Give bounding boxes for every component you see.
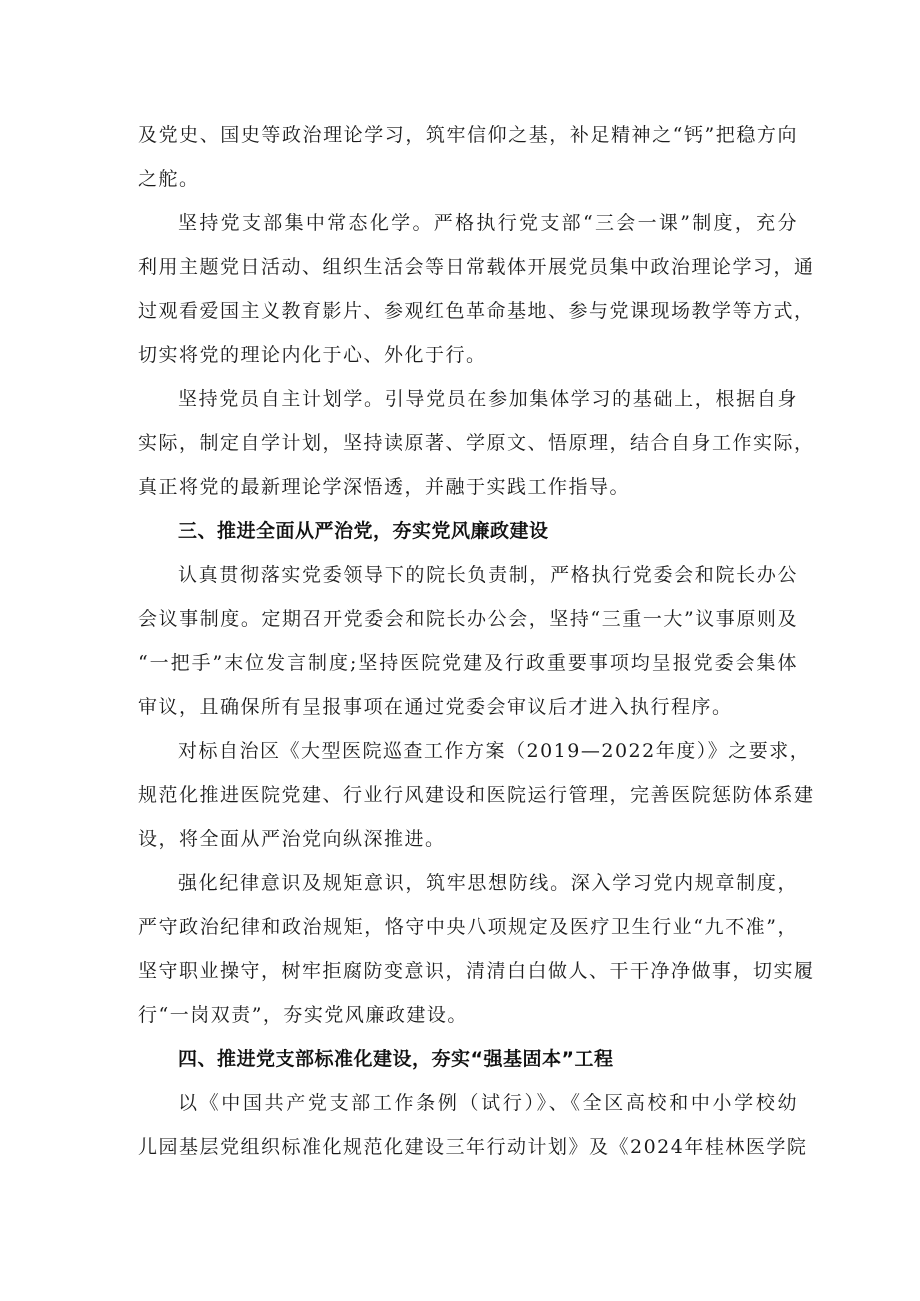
paragraph-4-line-4: 审议，且确保所有呈报事项在通过党委会审议后才进入执行程序。: [138, 696, 733, 718]
paragraph-4-line-3: “一把手”末位发言制度;坚持医院党建及行政重要事项均呈报党委会集体: [138, 652, 798, 674]
paragraph-4-line-1: 认真贯彻落实党委领导下的院长负责制，严格执行党委会和院长办公: [178, 564, 798, 586]
paragraph-2-line-3: 过观看爱国主义教育影片、参观红色革命基地、参与党课现场教学等方式，: [138, 300, 815, 322]
paragraph-2-line-4: 切实将党的理论内化于心、外化于行。: [138, 344, 487, 366]
paragraph-6-line-2: 严守政治纪律和政治规矩，恪守中央八项规定及医疗卫生行业“九不准”，: [138, 916, 798, 938]
paragraph-5-line-2: 规范化推进医院党建、行业行风建设和医院运行管理，完善医院惩防体系建: [138, 784, 815, 806]
paragraph-7-line-1: 以《中国共产党支部工作条例（试行）》、《全区高校和中小学校幼: [178, 1092, 798, 1114]
section-heading-3: 三、推进全面从严治党，夯实党风廉政建设: [178, 520, 549, 542]
section-heading-4: 四、推进党支部标准化建设，夯实“强基固本”工程: [178, 1048, 614, 1070]
paragraph-7-line-2: 儿园基层党组织标准化规范化建设三年行动计划》及《2024年桂林医学院: [138, 1136, 808, 1158]
paragraph-5-line-1: 对标自治区《大型医院巡查工作方案（2019—2022年度）》之要求，: [178, 740, 811, 762]
paragraph-6-line-3: 坚守职业操守，树牢拒腐防变意识，清清白白做人、干干净净做事，切实履: [138, 960, 815, 982]
paragraph-6-line-1: 强化纪律意识及规矩意识，筑牢思想防线。深入学习党内规章制度，: [178, 872, 798, 894]
paragraph-3-line-3: 真正将党的最新理论学深悟透，并融于实践工作指导。: [138, 476, 631, 498]
paragraph-4-line-2: 会议事制度。定期召开党委会和院长办公会，坚持“三重一大”议事原则及: [138, 608, 798, 630]
paragraph-1-line-1: 及党史、国史等政治理论学习，筑牢信仰之基，补足精神之“钙”把稳方向: [138, 124, 798, 146]
paragraph-2-line-2: 利用主题党日活动、组织生活会等日常载体开展党员集中政治理论学习，通: [138, 256, 815, 278]
paragraph-3-line-2: 实际，制定自学计划，坚持读原著、学原文、悟原理，结合自身工作实际，: [138, 432, 815, 454]
paragraph-3-line-1: 坚持党员自主计划学。引导党员在参加集体学习的基础上，根据自身: [178, 388, 798, 410]
paragraph-2-line-1: 坚持党支部集中常态化学。严格执行党支部“三会一课”制度，充分: [178, 212, 798, 234]
paragraph-5-line-3: 设，将全面从严治党向纵深推进。: [138, 828, 446, 850]
paragraph-1-line-2: 之舵。: [138, 168, 200, 190]
paragraph-6-line-4: 行“一岗双责”，夯实党风廉政建设。: [138, 1004, 468, 1026]
